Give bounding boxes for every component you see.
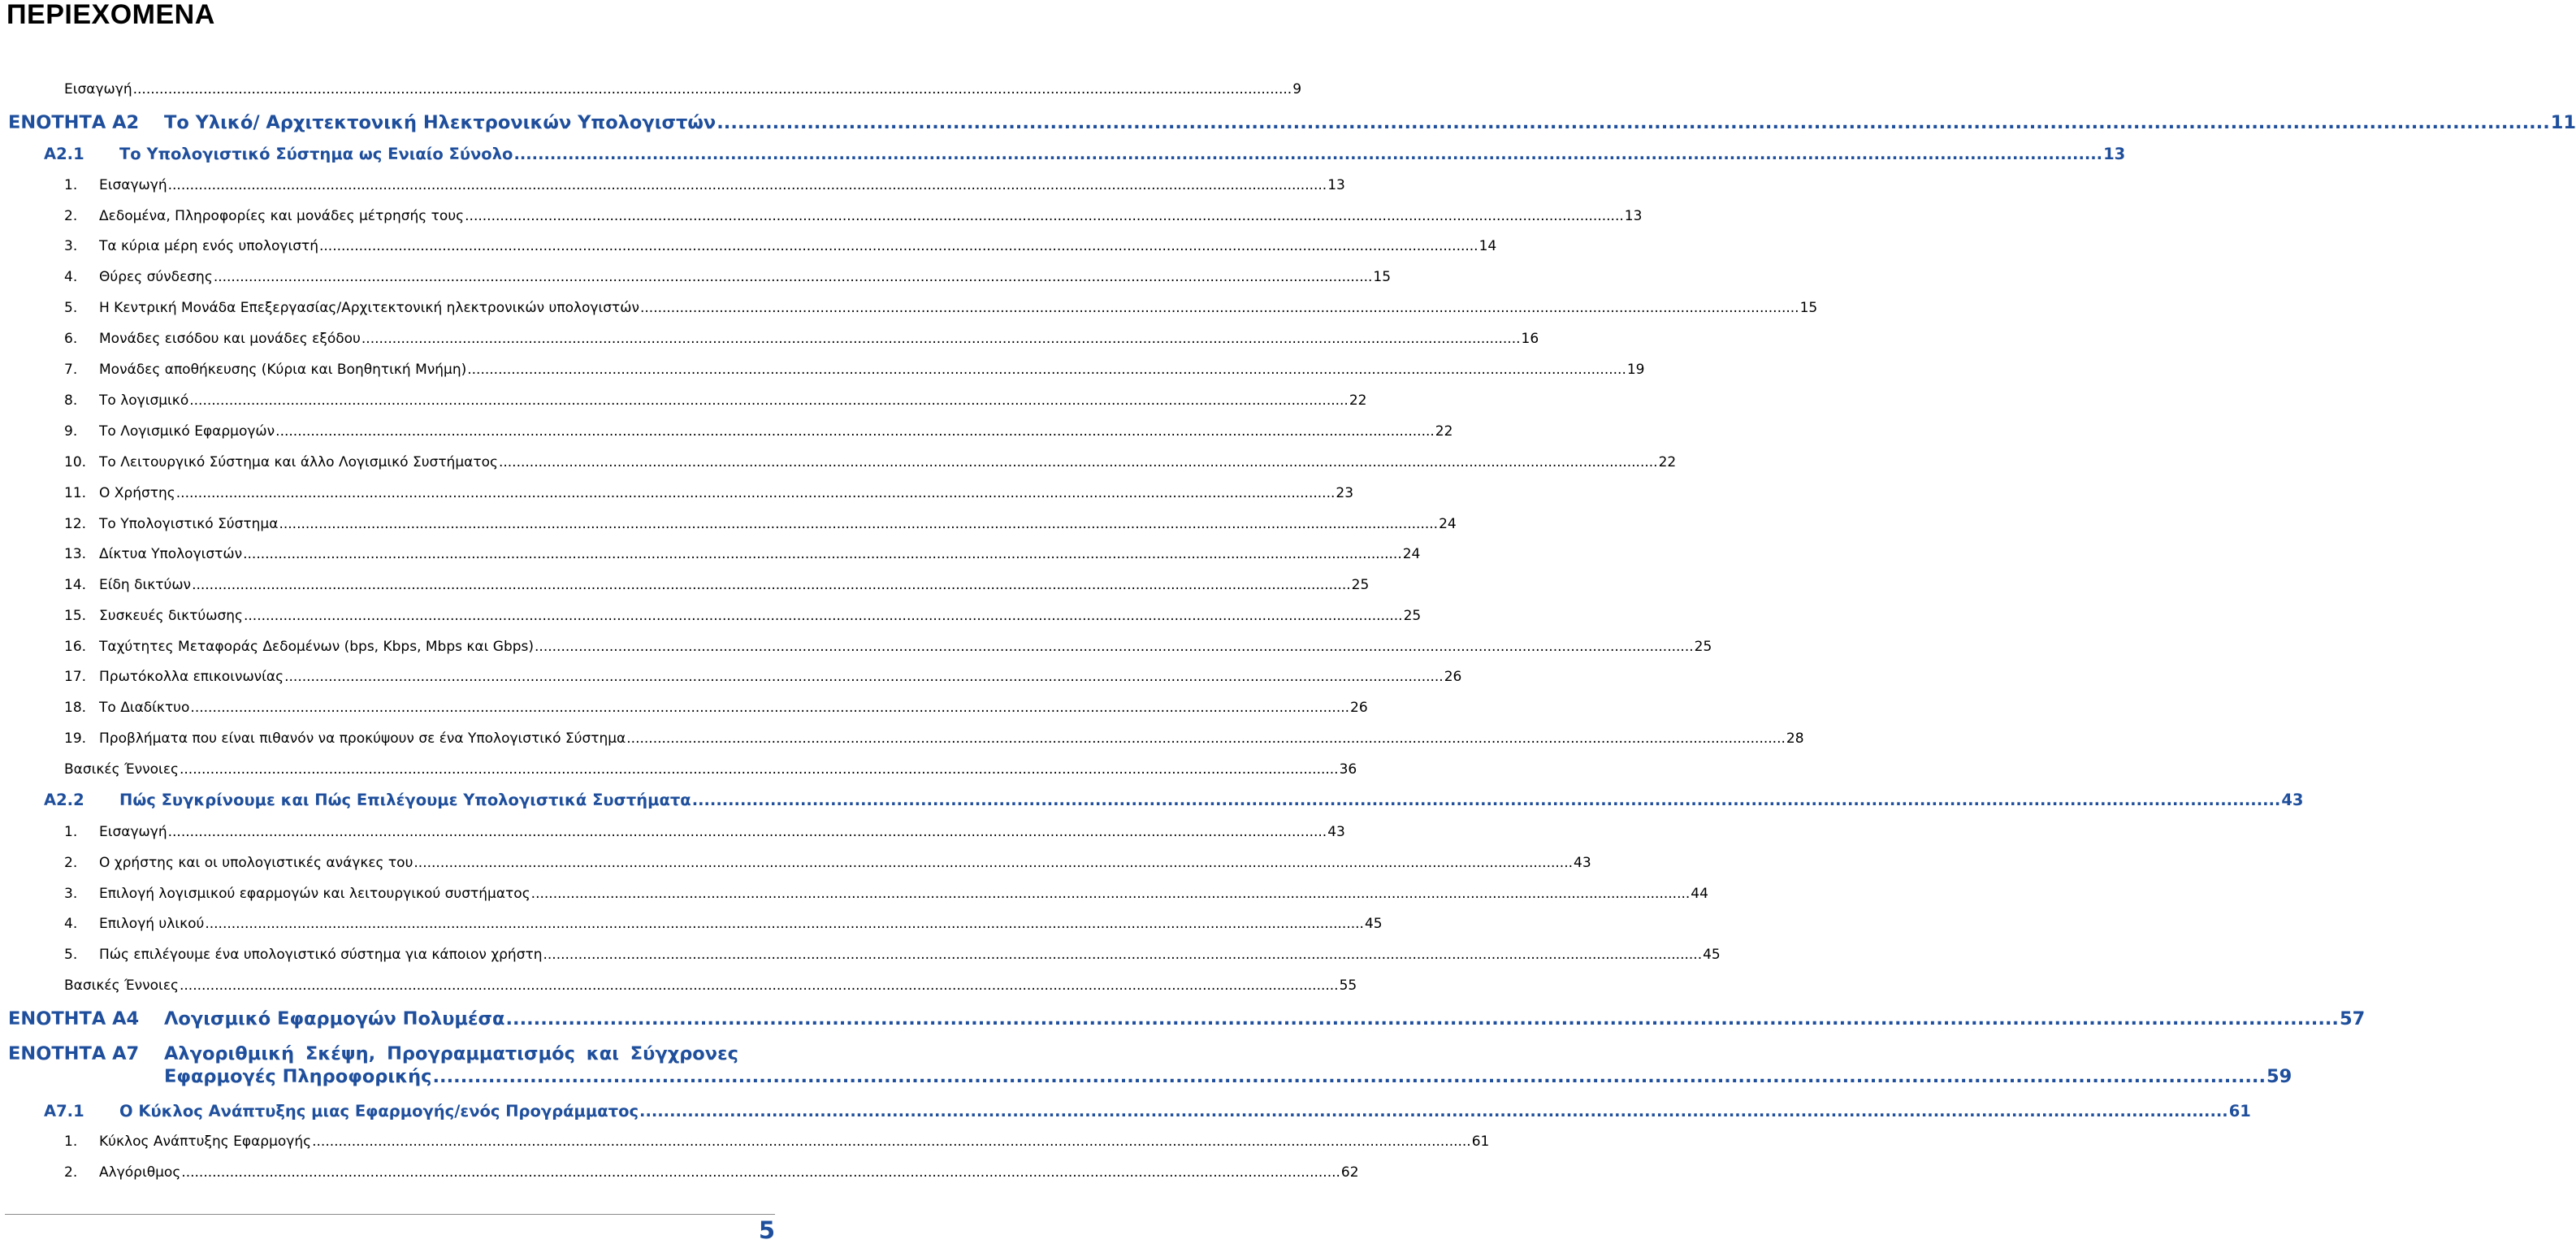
- toc-entry-number: ΕΝΟΤΗΤΑ Α7: [8, 1043, 140, 1064]
- toc-entry-number: 1.: [64, 177, 78, 193]
- toc-entry-page: 61: [1471, 1133, 1490, 1150]
- toc-entry-number: 16.: [64, 639, 87, 655]
- toc-entry-page: 11: [2550, 112, 2576, 133]
- toc-entry-text: Πώς επιλέγουμε ένα υπολογιστικό σύστημα για κάποιον χρήστη: [99, 947, 543, 963]
- toc-entry[interactable]: [64, 177, 1345, 193]
- toc-entry[interactable]: [8, 1043, 2292, 1087]
- toc-entry[interactable]: [64, 855, 1591, 871]
- toc-entry-page: 43: [1327, 824, 1345, 840]
- toc-entry-text: Πρωτόκολλα επικοινωνίας: [99, 669, 284, 685]
- toc-entry-number: 5.: [64, 300, 78, 316]
- toc-entry-text: Δεδομένα, Πληροφορίες και μονάδες μέτρησής τους: [99, 208, 465, 224]
- dot-leader: [176, 485, 1336, 501]
- dot-leader: [467, 362, 1626, 378]
- toc-entry-text: Εισαγωγή: [64, 81, 132, 98]
- toc-entry-text: Το Διαδίκτυο: [99, 700, 190, 716]
- toc-entry-page: 19: [1626, 362, 1645, 378]
- toc-entry-number: 1.: [64, 824, 78, 840]
- toc-entry-number: 18.: [64, 700, 87, 716]
- toc-entry-number: 19.: [64, 730, 87, 747]
- dot-leader: [168, 824, 1327, 840]
- toc-entry-text: Τα κύρια μέρη ενός υπολογιστή: [99, 238, 318, 254]
- toc-entry-page: 13: [1327, 177, 1345, 193]
- toc-entry-text: Συσκευές δικτύωσης: [99, 608, 243, 624]
- toc-entry-text: Προβλήματα που είναι πιθανόν να προκύψουν σε ένα Υπολογιστικό Σύστημα: [99, 730, 626, 747]
- toc-entry-number: 7.: [64, 362, 78, 378]
- toc-entry-page: 57: [2339, 1008, 2366, 1029]
- dot-leader: [535, 639, 1694, 655]
- toc-entry-number: 3.: [64, 886, 78, 902]
- toc-entry-number: 1.: [64, 1133, 78, 1150]
- dot-leader: [168, 177, 1327, 193]
- toc-entry[interactable]: [64, 454, 1677, 470]
- dot-leader: [543, 947, 1703, 963]
- toc-entry[interactable]: [64, 423, 1453, 440]
- dot-leader: [465, 208, 1624, 224]
- page-title: ΠΕΡΙΕΧΟΜΕΝΑ: [6, 0, 215, 30]
- toc-entry-number: 17.: [64, 669, 87, 685]
- toc-entry-text: Το λογισμικό: [99, 392, 189, 409]
- toc-entry[interactable]: [64, 362, 1645, 378]
- dot-leader: [639, 1102, 2228, 1120]
- toc-entry-number: Α7.1: [44, 1102, 84, 1120]
- toc-entry-page: 45: [1703, 947, 1721, 963]
- toc-entry-page: 25: [1694, 639, 1712, 655]
- dot-leader: [190, 700, 1349, 716]
- dot-leader: [192, 577, 1351, 593]
- toc-entry-text: Βασικές Έννοιες: [64, 977, 179, 994]
- toc-entry-text: Επιλογή υλικού: [99, 916, 205, 932]
- toc-entry-page: 14: [1478, 238, 1497, 254]
- toc-entry-page: 15: [1799, 300, 1818, 316]
- toc-entry-page: 59: [2266, 1066, 2292, 1087]
- toc-entry-number: 15.: [64, 608, 87, 624]
- toc-entry-number: 5.: [64, 947, 78, 963]
- dot-leader: [626, 730, 1786, 747]
- toc-entry-page: 23: [1336, 485, 1354, 501]
- dot-leader: [214, 269, 1373, 285]
- toc-entry-page: 25: [1351, 577, 1370, 593]
- toc-entry[interactable]: [64, 1133, 1490, 1150]
- dot-leader: [640, 300, 1799, 316]
- dot-leader: [205, 916, 1364, 932]
- toc-entry-text: Αλγοριθμική Σκέψη, Προγραμματισμός και Σύγχρονες: [164, 1043, 738, 1064]
- dot-leader: [243, 546, 1402, 562]
- toc-entry-text: Το Υλικό/ Αρχιτεκτονική Ηλεκτρονικών Υπολογιστών: [164, 112, 717, 133]
- toc-entry-number: 10.: [64, 454, 87, 470]
- toc-entry[interactable]: [44, 145, 2126, 163]
- dot-leader: [133, 81, 1292, 98]
- toc-entry[interactable]: [64, 81, 1302, 98]
- toc-entry[interactable]: [64, 608, 1422, 624]
- toc-entry-page: 16: [1521, 331, 1539, 347]
- toc-entry-number: ΕΝΟΤΗΤΑ Α4: [8, 1008, 140, 1029]
- dot-leader: [244, 608, 1403, 624]
- page-number: 5: [758, 1216, 775, 1244]
- toc-entry[interactable]: [8, 112, 2576, 133]
- toc-entry-page: 55: [1339, 977, 1357, 994]
- toc-entry-page: 13: [2103, 145, 2126, 163]
- dot-leader: [180, 977, 1339, 994]
- toc-entry-page: 13: [1624, 208, 1643, 224]
- dot-leader: [413, 855, 1573, 871]
- toc-entry-text: Μονάδες εισόδου και μονάδες εξόδου: [99, 331, 361, 347]
- toc-entry-text: Η Κεντρική Μονάδα Επεξεργασίας/Αρχιτεκτονική ηλεκτρονικών υπολογιστών: [99, 300, 639, 316]
- toc-entry-page: 24: [1439, 516, 1457, 532]
- toc-entry[interactable]: [64, 669, 1462, 685]
- toc-entry-text: Μονάδες αποθήκευσης (Κύρια και Βοηθητική Μνήμη): [99, 362, 467, 378]
- toc-entry-number: 2.: [64, 208, 78, 224]
- toc-entry-number: ΕΝΟΤΗΤΑ Α2: [8, 112, 140, 133]
- toc-entry-page: 22: [1349, 392, 1367, 409]
- dot-leader: [433, 1066, 2266, 1087]
- toc-entry[interactable]: [64, 947, 1721, 963]
- toc-entry-number: Α2.1: [44, 145, 84, 163]
- toc-entry[interactable]: [64, 639, 1712, 655]
- toc-entry-page: 43: [2281, 791, 2304, 809]
- toc-entry-page: 15: [1373, 269, 1392, 285]
- toc-entry-number: 8.: [64, 392, 78, 409]
- toc-entry[interactable]: [64, 485, 1354, 501]
- toc-entry-number: 13.: [64, 546, 87, 562]
- toc-entry[interactable]: [64, 916, 1383, 932]
- toc-entry-text: Ο Κύκλος Ανάπτυξης μιας Εφαρμογής/ενός Προγράμματος: [119, 1102, 639, 1120]
- toc-entry[interactable]: [64, 208, 1643, 224]
- toc-entry-page: 36: [1339, 761, 1357, 778]
- dot-leader: [279, 516, 1438, 532]
- dot-leader: [312, 1133, 1471, 1150]
- dot-leader: [319, 238, 1478, 254]
- toc-entry-page: 43: [1574, 855, 1591, 871]
- toc-entry-number: 12.: [64, 516, 87, 532]
- toc-entry-number: 14.: [64, 577, 87, 593]
- toc-entry-number: 4.: [64, 269, 78, 285]
- toc-entry-text: Είδη δικτύων: [99, 577, 192, 593]
- toc-entry-page: 22: [1658, 454, 1677, 470]
- toc-entry-text: Αλγόριθμος: [99, 1164, 181, 1181]
- toc-entry-number: 3.: [64, 238, 78, 254]
- toc-entry[interactable]: [64, 300, 1818, 316]
- toc-entry[interactable]: [64, 331, 1539, 347]
- toc-entry-text: Κύκλος Ανάπτυξης Εφαρμογής: [99, 1133, 312, 1150]
- toc-entry-text: Εισαγωγή: [99, 177, 167, 193]
- toc-entry-number: 6.: [64, 331, 78, 347]
- toc-entry-page: 62: [1340, 1164, 1359, 1181]
- dot-leader: [189, 392, 1349, 409]
- toc-entry-number: 9.: [64, 423, 78, 440]
- toc-entry-second-line: [164, 1066, 2292, 1087]
- toc-entry-page: 25: [1403, 608, 1422, 624]
- toc-entry[interactable]: [64, 546, 1421, 562]
- dot-leader: [181, 1164, 1340, 1181]
- toc-entry-number: 2.: [64, 1164, 78, 1181]
- toc-entry[interactable]: [64, 824, 1345, 840]
- toc-entry-text: Το Λειτουργικό Σύστημα και άλλο Λογισμικό Συστήματος: [99, 454, 498, 470]
- toc-entry-number: 2.: [64, 855, 78, 871]
- toc-entry[interactable]: [64, 577, 1370, 593]
- toc-entry-text-continued: Εφαρμογές Πληροφορικής: [164, 1066, 432, 1087]
- toc-entry-text: Ο Χρήστης: [99, 485, 175, 501]
- toc-entry-wrap: [164, 1043, 2292, 1087]
- toc-entry[interactable]: [64, 977, 1357, 994]
- toc-entry-text: Το Υπολογιστικό Σύστημα: [99, 516, 279, 532]
- toc-entry[interactable]: [64, 730, 1804, 747]
- toc-entry[interactable]: [64, 269, 1392, 285]
- toc-entry-page: 26: [1444, 669, 1462, 685]
- dot-leader: [505, 1008, 2339, 1029]
- dot-leader: [284, 669, 1444, 685]
- toc-entry-page: 28: [1786, 730, 1804, 747]
- toc-entry-text: Δίκτυα Υπολογιστών: [99, 546, 243, 562]
- toc-entry[interactable]: [64, 761, 1357, 778]
- dot-leader: [513, 145, 2102, 163]
- toc-entry-page: 45: [1364, 916, 1383, 932]
- toc-entry-text: Βασικές Έννοιες: [64, 761, 179, 778]
- dot-leader: [275, 423, 1435, 440]
- toc-entry[interactable]: [64, 516, 1457, 532]
- footer-divider: [5, 1214, 775, 1215]
- toc-entry[interactable]: [64, 238, 1497, 254]
- toc-entry[interactable]: [8, 1008, 2366, 1029]
- toc-entry[interactable]: [64, 392, 1367, 409]
- toc-entry-text: Ταχύτητες Μεταφοράς Δεδομένων (bps, Kbps, Mbps και Gbps): [99, 639, 535, 655]
- toc-entry-text: Λογισμικό Εφαρμογών Πολυμέσα: [164, 1008, 505, 1029]
- dot-leader: [180, 761, 1339, 778]
- toc-entry-page: 44: [1691, 886, 1708, 902]
- dot-leader: [692, 791, 2281, 809]
- toc-entry[interactable]: [64, 886, 1708, 902]
- toc-entry-page: 24: [1402, 546, 1421, 562]
- toc-entry-text: Ο χρήστης και οι υπολογιστικές ανάγκες του: [99, 855, 413, 871]
- dot-leader: [717, 112, 2550, 133]
- toc-entry-text: Επιλογή λογισμικού εφαρμογών και λειτουργικού συστήματος: [99, 886, 530, 902]
- toc-entry-text: Το Υπολογιστικό Σύστημα ως Ενιαίο Σύνολο: [119, 145, 513, 163]
- toc-entry-page: 61: [2228, 1102, 2251, 1120]
- dot-leader: [531, 886, 1691, 902]
- toc-entry-text: Πώς Συγκρίνουμε και Πώς Επιλέγουμε Υπολογιστικά Συστήματα: [119, 791, 691, 809]
- toc-entry[interactable]: [64, 1164, 1359, 1181]
- dot-leader: [362, 331, 1521, 347]
- toc-entry-text: Θύρες σύνδεσης: [99, 269, 213, 285]
- toc-entry-page: 26: [1350, 700, 1368, 716]
- toc-entry-number: 11.: [64, 485, 87, 501]
- toc-entry[interactable]: [44, 1102, 2251, 1120]
- toc-entry-text: Το Λογισμικό Εφαρμογών: [99, 423, 275, 440]
- dot-leader: [499, 454, 1658, 470]
- toc-entry-page: 9: [1292, 81, 1302, 98]
- toc-entry-number: Α2.2: [44, 791, 84, 809]
- toc-entry-number: 4.: [64, 916, 78, 932]
- toc-entry-page: 22: [1435, 423, 1453, 440]
- toc-entry[interactable]: [44, 791, 2304, 809]
- toc-entry-text: Εισαγωγή: [99, 824, 167, 840]
- toc-entry[interactable]: [64, 700, 1368, 716]
